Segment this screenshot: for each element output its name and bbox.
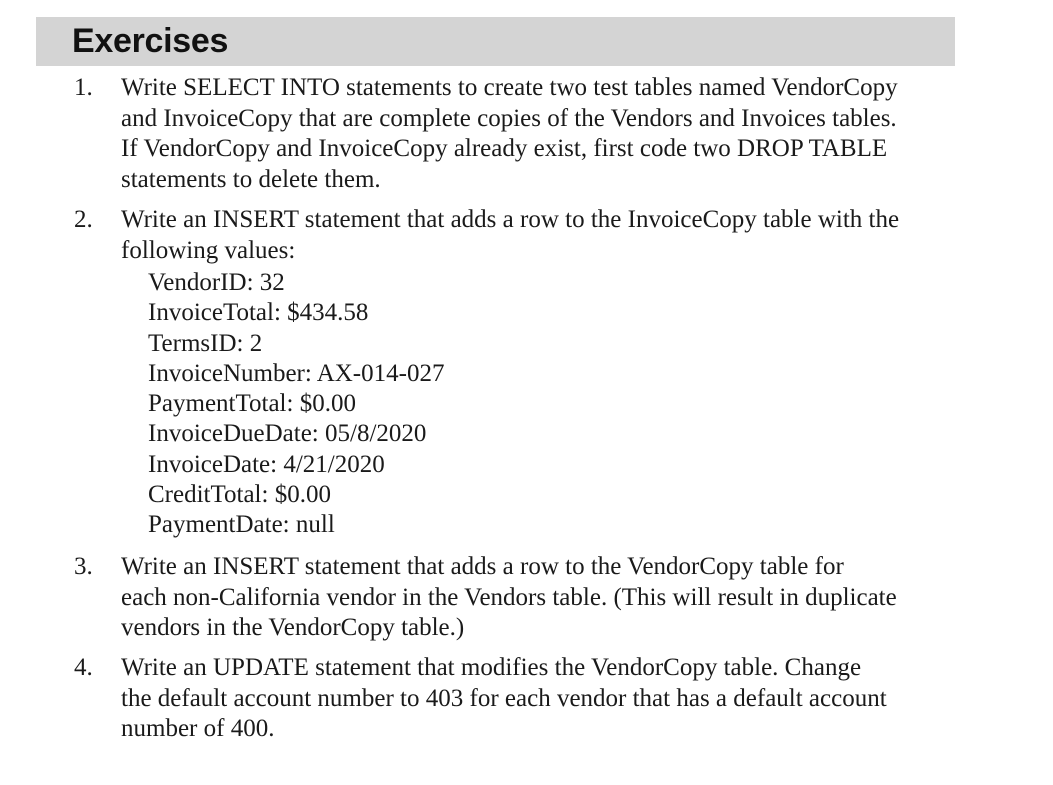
exercise-line: statements to delete them. (121, 165, 381, 193)
value-item: InvoiceTotal: $434.58 (148, 299, 369, 327)
exercise-line: Write an UPDATE statement that modifies the VendorCopy table. Change (121, 654, 862, 681)
value-item: CreditTotal: $0.00 (148, 481, 331, 509)
section-header-bar (36, 17, 955, 66)
exercise-line: If VendorCopy and InvoiceCopy already exist, first code two DROP TABLE (121, 135, 888, 162)
value-item: VendorID: 32 (148, 269, 285, 296)
exercise-line: Write an INSERT statement that adds a row to the InvoiceCopy table with the (121, 206, 900, 233)
exercise-text (121, 205, 931, 541)
value-item: InvoiceDate: 4/21/2020 (148, 450, 385, 478)
value-item: InvoiceDueDate: 05/8/2020 (148, 420, 427, 448)
exercise-number: 4. (74, 654, 93, 681)
value-item: TermsID: 2 (148, 329, 263, 357)
value-item: PaymentTotal: $0.00 (148, 390, 356, 418)
exercise-line: the default account number to 403 for each vendor that has a default account (121, 684, 887, 712)
exercise-line: Write SELECT INTO statements to create two test tables named VendorCopy (121, 74, 898, 101)
exercise-line: each non-California vendor in the Vendors table. (This will result in duplicate (121, 583, 897, 611)
exercise-number: 2. (74, 206, 93, 233)
exercise-line: and InvoiceCopy that are complete copies of the Vendors and Invoices tables. (121, 104, 897, 132)
exercise-text (121, 653, 931, 745)
exercise-text (121, 73, 931, 195)
exercise-text (121, 552, 931, 644)
section-title: Exercises (72, 22, 229, 60)
insert-values-list (148, 268, 931, 541)
value-item: InvoiceNumber: AX-014-027 (148, 359, 445, 387)
exercise-number: 3. (74, 553, 93, 580)
exercise-line: Write an INSERT statement that adds a row to the VendorCopy table for (121, 553, 844, 580)
exercise-line: number of 400. (121, 715, 275, 742)
value-item: PaymentDate: null (148, 511, 335, 539)
exercise-number: 1. (74, 74, 93, 101)
exercise-line: vendors in the VendorCopy table.) (121, 614, 465, 641)
exercise-line: following values: (121, 236, 296, 264)
